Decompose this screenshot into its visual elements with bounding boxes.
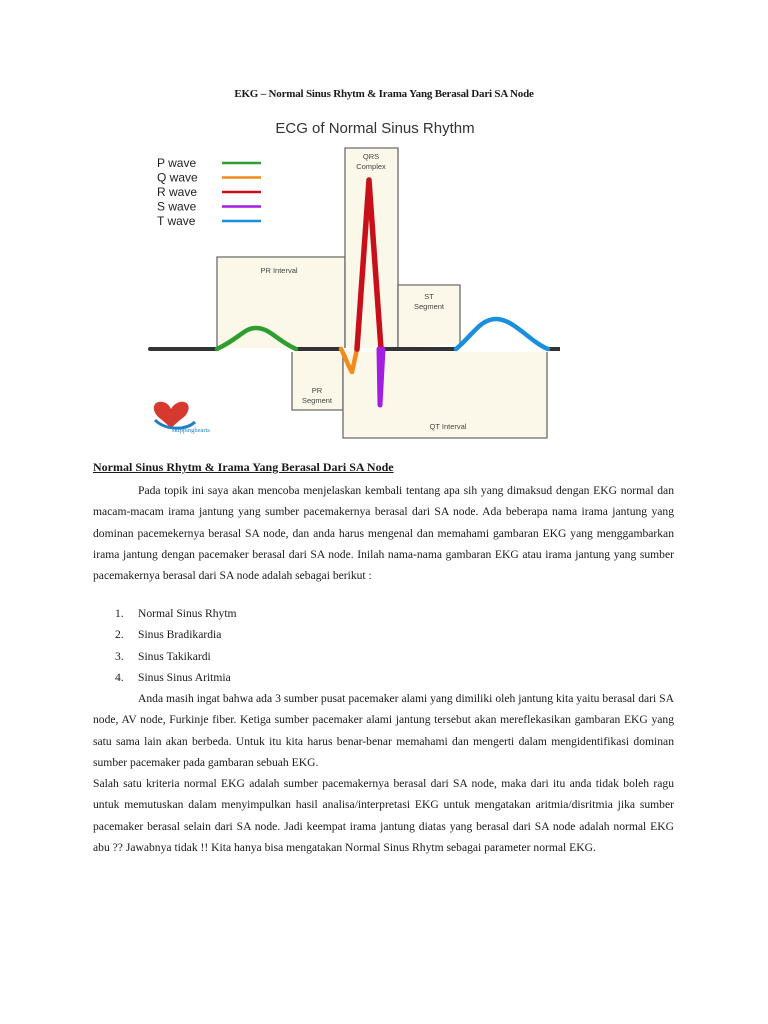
paragraph-1: Pada topik ini saya akan mencoba menjelaskan kembali tentang apa sih yang dimaksud dengan EKG normal dan macam-macam irama jantung yang sumber pacemakernya berasal dari SA node. Ada beberapa nama irama jantung yang dominan pacemekernya berasal SA node, dan anda harus mengenal dan memahami gambaran EKG yang menggambarkan irama jantung dengan pacemaker berasal dari SA node. Inilah nama-nama gambaran EKG atau irama jantung yang sumber pacemakernya berasal dari SA node adalah sebagai berikut : [93,484,674,583]
list-item-text: Normal Sinus Rhytm [138,607,237,620]
list-item-number: 2. [115,628,124,642]
legend-label: Q wave [157,170,198,185]
qt-interval-label: QT Interval [429,422,467,431]
list-item [93,624,237,645]
figure-legend [157,156,261,228]
qrs-label-line2: Complex [356,162,386,171]
logo-text: skippinghearts [172,427,210,434]
rhythm-list [93,603,237,688]
list-item-number: 4. [115,670,124,684]
skippinghearts-logo [154,402,211,434]
paragraph-2: Anda masih ingat bahwa ada 3 sumber pusat pacemaker alami yang dimiliki oleh jantung kita yaitu berasal dari SA node, AV node, Furkinje fiber. Ketiga sumber pacemaker alami jantung tersebut akan mereflekasikan gambaran EKG yang satu sama lain akan berbeda. Untuk itu kita harus benar-benar memahami dan mengerti dalam mengidentifikasi dominan sumber pacemaker pada gambaran sebuah EKG. [93,692,674,769]
legend-label: R wave [157,185,198,199]
st-label-line2: Segment [413,302,445,311]
s-wave [379,349,383,405]
t-wave [456,319,548,349]
legend-label: T wave [157,214,196,228]
list-item [93,646,237,667]
ecg-figure [140,108,560,446]
list-item-number: 1. [115,607,124,620]
list-item [93,667,237,688]
figure-title: ECG of Normal Sinus Rhythm [275,120,475,137]
list-item-text: Sinus Sinus Aritmia [138,670,231,684]
list-item-text: Sinus Takikardi [138,649,211,663]
qrs-label-line1: QRS [362,152,380,161]
legend-label: S wave [157,199,197,214]
list-item-number: 3. [115,649,124,663]
legend-label: P wave [157,156,197,170]
pr-segment-label-line2: Segment [301,396,333,405]
list-item-text: Sinus Bradikardia [138,628,222,642]
paragraph-3: Salah satu kriteria normal EKG adalah sumber pacemakernya berasal dari SA node, maka dari itu anda tidak boleh ragu untuk memutuskan dalam menyimpulkan hasil analisa/interpretasi EKG untuk mengatakan aritmia/disritmia jika sumber pacemaker berasal selain dari SA node. Jadi keempat irama jantung diatas yang berasal dari SA node adalah normal EKG abu ?? Jawabnya tidak !! Kita hanya bisa mengatakan Normal Sinus Rhytm sebagai parameter normal EKG. [93,777,674,854]
pr-interval-label: PR Interval [260,266,298,275]
st-label-line1: ST [424,292,434,301]
section-heading: Normal Sinus Rhytm & Irama Yang Berasal Dari SA Node [93,460,394,474]
pr-segment-label-line1: PR [311,386,323,395]
document-title: EKG – Normal Sinus Rhytm & Irama Yang Berasal Dari SA Node [234,88,534,100]
list-item [93,603,237,624]
